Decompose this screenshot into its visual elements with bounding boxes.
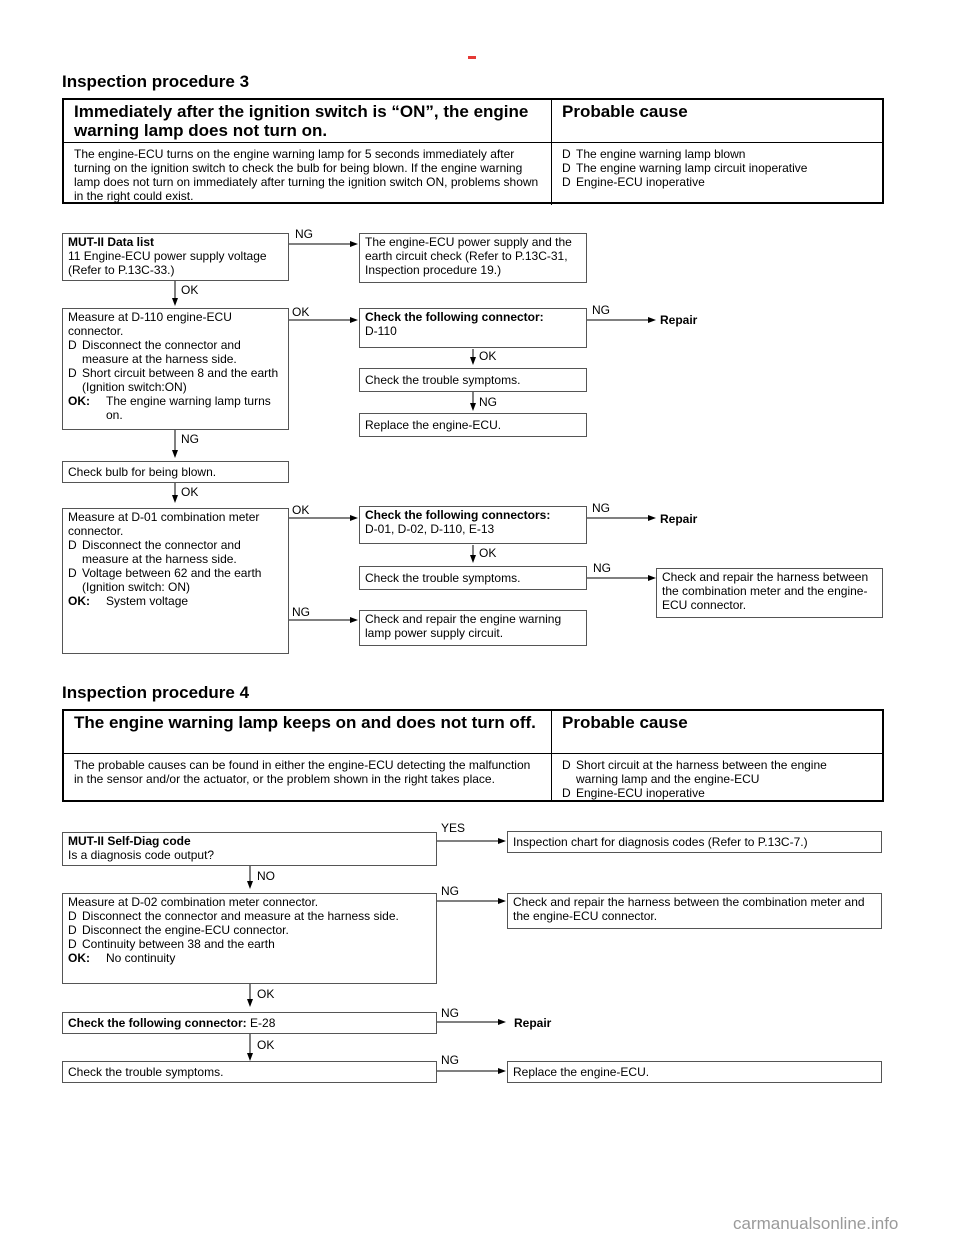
arrow-down-icon [247, 999, 253, 1007]
bullet-mark: D [562, 147, 571, 161]
ng-label: NG [592, 501, 610, 515]
measure-d02-box [62, 893, 437, 984]
replace-engine-ecu-box: Replace the engine-ECU. [359, 413, 587, 437]
check-trouble-symptoms-box: Check the trouble symptoms. [359, 566, 587, 590]
bullet-mark: D [562, 786, 571, 800]
ok-label: OK: [68, 394, 90, 408]
box-heading: Measure at D-110 engine-ECU connector. [68, 310, 232, 338]
bullet-mark: D [562, 175, 571, 189]
ok-label: OK [292, 503, 310, 517]
bullet-mark: D [68, 338, 77, 352]
arrow-down-icon [247, 881, 253, 889]
repair-label: Repair [660, 512, 698, 526]
box-heading: Measure at D-02 combination meter connector. [68, 895, 319, 909]
ok-label: OK: [68, 594, 90, 608]
box-heading: Measure at D-01 combination meter connector. [68, 510, 260, 538]
repair-label: Repair [514, 1016, 552, 1030]
cause-item: Short circuit at the harness between the engine warning lamp and the engine-ECU [576, 758, 827, 786]
step-item: Disconnect the connector and measure at the harness side. [82, 538, 241, 566]
table-header-symptom: The engine warning lamp keeps on and does not turn off. [64, 711, 552, 753]
ok-label: OK [292, 305, 310, 319]
check-connector-d110-box [359, 308, 587, 348]
box-text: E-28 [250, 1016, 276, 1030]
watermark: carmanualsonline.info [733, 1214, 899, 1233]
step-item: Disconnect the connector and measure at the harness side. [82, 909, 399, 923]
bullet-mark: D [68, 366, 77, 380]
ng-label: NG [441, 884, 459, 898]
box-heading: Check the following connectors: [365, 508, 551, 522]
arrow-right-icon [648, 575, 656, 581]
arrow-right-icon [498, 838, 506, 844]
ok-text: No continuity [106, 951, 176, 965]
ng-label: NG [479, 395, 497, 409]
arrow-down-icon [470, 357, 476, 365]
step-item: Disconnect the engine-ECU connector. [82, 923, 289, 937]
step-item: Short circuit between 8 and the earth (Ignition switch:ON) [82, 366, 279, 394]
procedure-4-title: Inspection procedure 4 [62, 683, 250, 702]
arrow-down-icon [470, 403, 476, 411]
arrow-right-icon [498, 1068, 506, 1074]
bullet-mark: D [68, 566, 77, 580]
procedure-4-table [62, 709, 884, 802]
ok-text: The engine warning lamp turns on. [106, 394, 271, 422]
ok-label: OK [181, 283, 199, 297]
diagnosis-chart-box: Inspection chart for diagnosis codes (Refer to P.13C-7.) [507, 831, 882, 853]
table-header-cause: Probable cause [562, 102, 688, 121]
bullet-mark: D [68, 538, 77, 552]
ng-label: NG [592, 303, 610, 317]
check-trouble-symptoms-box: Check the trouble symptoms. [62, 1061, 437, 1083]
ok-label: OK [257, 987, 275, 1001]
bullet-mark: D [562, 758, 571, 772]
table-symptom-text: The engine-ECU turns on the engine warning lamp for 5 seconds immediately after turning on the ignition switch to check the bulb for being blown. If the engine warning lamp does not turn on immediately after turning the ignition switch ON, problems shown in the right could exist. [64, 143, 552, 205]
earth-circuit-check-box: The engine-ECU power supply and the earth circuit check (Refer to P.13C-31, Inspection procedure 19.) [359, 233, 587, 283]
step-item: Voltage between 62 and the earth (Ignition switch: ON) [82, 566, 262, 594]
check-bulb-box: Check bulb for being blown. [62, 461, 289, 483]
ng-label: NG [441, 1053, 459, 1067]
ng-label: NG [295, 227, 313, 241]
ok-label: OK [479, 349, 497, 363]
ok-label: OK [181, 485, 199, 499]
bullet-mark: D [68, 937, 77, 951]
ng-label: NG [181, 432, 199, 446]
arrow-down-icon [172, 495, 178, 503]
box-text: 11 Engine-ECU power supply voltage (Refer to P.13C-33.) [68, 249, 267, 277]
repair-harness-box: Check and repair the harness between the combination meter and the engine-ECU connector. [656, 568, 883, 618]
mut-self-diag-box [62, 832, 437, 866]
step-item: Continuity between 38 and the earth [82, 937, 275, 951]
table-header-cause: Probable cause [562, 713, 688, 732]
procedure-3-title: Inspection procedure 3 [62, 72, 250, 91]
box-text: D-01, D-02, D-110, E-13 [365, 522, 495, 536]
ng-label: NG [292, 605, 310, 619]
arrow-right-icon [350, 317, 358, 323]
bullet-mark: D [562, 161, 571, 175]
arrow-right-icon [350, 241, 358, 247]
arrow-down-icon [172, 450, 178, 458]
check-connector-e28-box [62, 1012, 437, 1034]
arrow-right-icon [648, 317, 656, 323]
cause-item: The engine warning lamp blown [576, 147, 746, 161]
table-symptom-text: The probable causes can be found in either the engine-ECU detecting the malfunction in the sensor and/or the actuator, or the problem shown in the right takes place. [64, 754, 552, 802]
yes-label: YES [441, 821, 466, 835]
table-header-symptom: Immediately after the ignition switch is “ON”, the engine warning lamp does not turn on. [64, 100, 552, 142]
repair-label: Repair [660, 313, 698, 327]
arrow-right-icon [350, 515, 358, 521]
ng-label: NG [441, 1006, 459, 1020]
box-text: D-110 [365, 324, 397, 338]
box-heading: MUT-II Self-Diag code [68, 834, 191, 848]
arrow-right-icon [498, 898, 506, 904]
arrow-right-icon [350, 617, 358, 623]
table-cause-list [552, 754, 882, 802]
bullet-mark: D [68, 923, 77, 937]
repair-harness-box: Check and repair the harness between the combination meter and the engine-ECU connector. [507, 893, 882, 929]
mut-data-list-box [62, 233, 289, 281]
box-heading: MUT-II Data list [68, 235, 155, 249]
box-heading: Check the following connector: [365, 310, 544, 324]
ok-label: OK: [68, 951, 90, 965]
step-item: Disconnect the connector and measure at the harness side. [82, 338, 241, 366]
arrow-down-icon [470, 555, 476, 563]
box-text: Is a diagnosis code output? [68, 848, 215, 862]
no-label: NO [257, 869, 275, 883]
bullet-mark: D [68, 909, 77, 923]
measure-d110-box [62, 308, 289, 430]
cause-item: Engine-ECU inoperative [576, 175, 705, 189]
arrow-down-icon [172, 298, 178, 306]
cause-item: The engine warning lamp circuit inoperative [576, 161, 808, 175]
measure-d01-box [62, 508, 289, 654]
box-heading: Check the following connector: [68, 1016, 247, 1030]
arrow-right-icon [498, 1019, 506, 1025]
ng-label: NG [593, 561, 611, 575]
ok-label: OK [257, 1038, 275, 1052]
repair-power-supply-box: Check and repair the engine warning lamp power supply circuit. [359, 610, 587, 646]
cause-item: Engine-ECU inoperative [576, 786, 705, 800]
arrow-down-icon [247, 1053, 253, 1061]
check-trouble-symptoms-box: Check the trouble symptoms. [359, 368, 587, 392]
check-connectors-box [359, 506, 587, 544]
replace-engine-ecu-box: Replace the engine-ECU. [507, 1061, 882, 1083]
arrow-right-icon [648, 515, 656, 521]
ok-text: System voltage [106, 594, 189, 608]
ok-label: OK [479, 546, 497, 560]
